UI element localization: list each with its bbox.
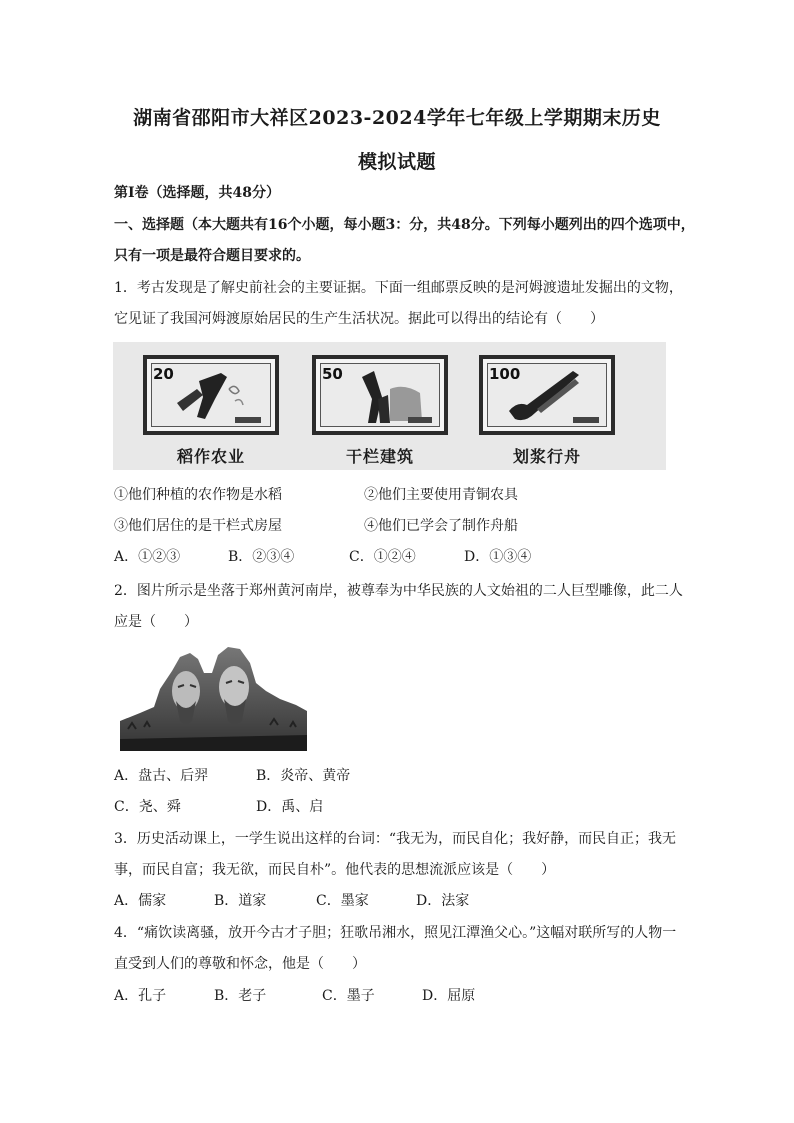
stamp-rice-farming xyxy=(143,355,279,435)
q1-statement-4: ④他们已学会了制作舟船 xyxy=(364,518,518,534)
q2-stem-line1: 2．图片所示是坐落于郑州黄河南岸，被尊奉为中华民族的人文始祖的二人巨型雕像，此二人 xyxy=(114,583,683,599)
q1-stem-line2: 它见证了我国河姆渡原始居民的生产生活状况。据此可以得出的结论有（ ） xyxy=(114,311,604,327)
q1-statement-3: ③他们居住的是干栏式房屋 xyxy=(114,518,282,534)
q1-statement-2: ②他们主要使用青铜农具 xyxy=(364,487,518,503)
q4-stem-line2: 直受到人们的尊敬和怀念，他是（ ） xyxy=(114,956,366,972)
section-label: 第Ⅰ卷（选择题，共48分） xyxy=(114,185,281,201)
q2-option-d[interactable]: D．禹、启 xyxy=(256,799,324,815)
q4-option-b[interactable]: B．老子 xyxy=(214,988,267,1004)
q2-option-b[interactable]: B．炎帝、黄帝 xyxy=(256,768,351,784)
q3-stem-line1: 3．历史活动课上，一学生说出这样的台词：“我无为，而民自化；我好静，而民自正；我无 xyxy=(114,831,677,847)
q1-statement-1: ①他们种植的农作物是水稻 xyxy=(114,487,282,503)
q1-stem-line1: 1．考古发现是了解史前社会的主要证据。下面一组邮票反映的是河姆渡遗址发掘出的文物， xyxy=(114,280,683,296)
stamp-caption: 干栏建筑 xyxy=(345,447,414,466)
exam-title-line2: 模拟试题 xyxy=(357,151,436,173)
hemudu-stamps-image xyxy=(113,342,666,470)
q1-option-b[interactable]: B．②③④ xyxy=(228,549,295,565)
yan-huang-statue-image xyxy=(120,643,307,751)
exam-title-line1: 湖南省邵阳市大祥区2023-2024学年七年级上学期期末历史 xyxy=(133,107,661,129)
q4-stem-line1: 4．“痛饮读离骚，放开今古才子胆；狂歌吊湘水，照见江潭渔父心。”这幅对联所写的人物一 xyxy=(114,925,677,941)
q3-option-b[interactable]: B．道家 xyxy=(214,893,267,909)
stamp-value: 100 xyxy=(489,365,521,383)
q3-option-a[interactable]: A．儒家 xyxy=(114,893,167,909)
q4-option-a[interactable]: A．孔子 xyxy=(114,988,167,1004)
q1-option-c[interactable]: C．①②④ xyxy=(349,549,416,565)
stamp-caption: 稻作农业 xyxy=(176,447,245,466)
q4-option-c[interactable]: C．墨子 xyxy=(322,988,375,1004)
stamp-stilt-house xyxy=(312,355,448,435)
stamp-boat-paddle xyxy=(479,355,615,435)
q3-stem-line2: 事，而民自富；我无欲，而民自朴”。他代表的思想流派应该是（ ） xyxy=(114,862,556,878)
q3-option-c[interactable]: C．墨家 xyxy=(316,893,369,909)
q4-option-d[interactable]: D．屈原 xyxy=(422,988,476,1004)
q2-stem-line2: 应是（ ） xyxy=(114,614,198,630)
stamp-value: 50 xyxy=(322,365,343,383)
stamp-value: 20 xyxy=(153,365,174,383)
stamp-caption: 划浆行舟 xyxy=(512,447,581,466)
q3-option-d[interactable]: D．法家 xyxy=(416,893,470,909)
instruction-line2: 只有一项是最符合题目要求的。 xyxy=(114,248,310,264)
q1-option-d[interactable]: D．①③④ xyxy=(464,549,532,565)
q2-option-c[interactable]: C．尧、舜 xyxy=(114,799,181,815)
q1-option-a[interactable]: A．①②③ xyxy=(114,549,181,565)
instruction-line1: 一、选择题（本大题共有16个小题，每小题3：分，共48分。下列每小题列出的四个选项中， xyxy=(114,217,695,233)
q2-option-a[interactable]: A．盘古、后羿 xyxy=(114,768,209,784)
